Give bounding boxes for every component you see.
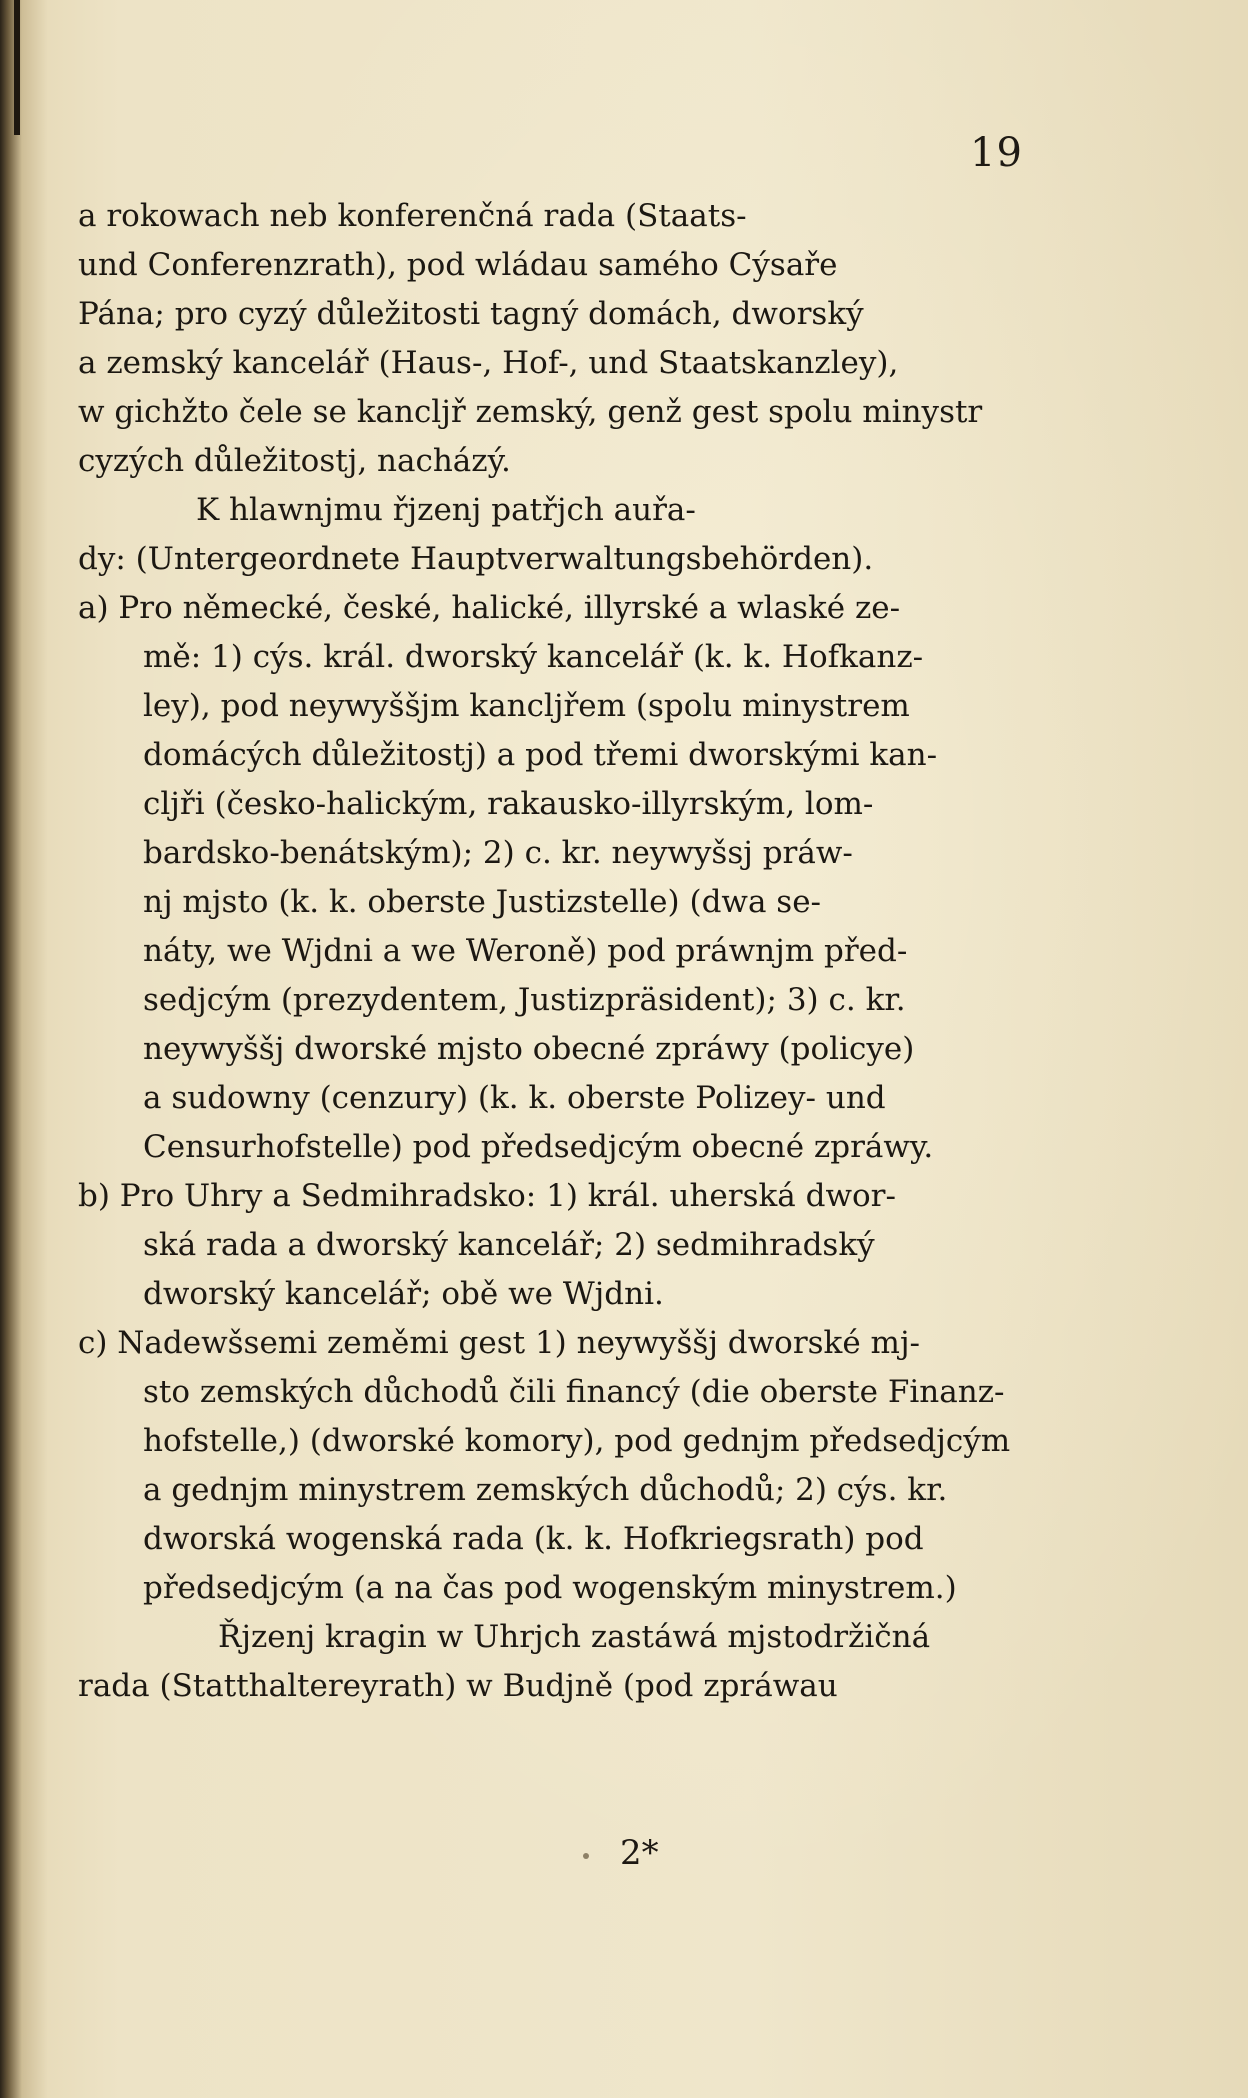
text-line: náty, we Wjdni a we Weroně) pod práwnjm před- bbox=[143, 933, 908, 969]
text-line: cyzých důležitostj, nacházý. bbox=[78, 443, 511, 479]
text-line: bardsko-benátským); 2) c. kr. neywyšsj práw- bbox=[143, 835, 853, 871]
text-line: Censurhofstelle) pod předsedjcým obecné zpráwy. bbox=[143, 1129, 934, 1165]
text-line: a zemský kancelář (Haus-, Hof-, und Staatskanzley), bbox=[78, 345, 899, 381]
text-line: rada (Statthaltereyrath) w Budjně (pod zpráwau bbox=[78, 1668, 838, 1704]
text-line: dy: (Untergeordnete Hauptverwaltungsbehörden). bbox=[78, 541, 874, 577]
text-line: neywyššj dworské mjsto obecné zpráwy (policye) bbox=[143, 1031, 915, 1067]
text-line: hofstelle,) (dworské komory), pod gednjm předsedjcým bbox=[143, 1423, 1011, 1459]
section-heading: K hlawnjmu řjzenj patřjch auřa- bbox=[196, 492, 696, 528]
text-line: dworský kancelář; obě we Wjdni. bbox=[143, 1276, 664, 1312]
text-line: Pána; pro cyzý důležitosti tagný domách, dworský bbox=[78, 296, 864, 332]
text-line: a rokowach neb konferenčná rada (Staats- bbox=[78, 198, 747, 234]
text-line: dworská wogenská rada (k. k. Hofkriegsrath) pod bbox=[143, 1521, 924, 1557]
text-line: ley), pod neywyššjm kancljřem (spolu minystrem bbox=[143, 688, 910, 724]
text-line: cljři (česko-halickým, rakausko-illyrským, lom- bbox=[143, 786, 874, 822]
text-line: předsedjcým (a na čas pod wogenským minystrem.) bbox=[143, 1570, 957, 1606]
text-line: a gednjm minystrem zemských důchodů; 2) cýs. kr. bbox=[143, 1472, 948, 1508]
text-line: mě: 1) cýs. král. dworský kancelář (k. k. Hofkanz- bbox=[143, 639, 924, 675]
book-spine-edge bbox=[14, 0, 20, 135]
text-line: nj mjsto (k. k. oberste Justizstelle) (dwa se- bbox=[143, 884, 822, 920]
text-line: w gichžto čele se kancljř zemský, genž gest spolu minystr bbox=[78, 394, 983, 430]
text-line: und Conferenzrath), pod wládau samého Cýsaře bbox=[78, 247, 838, 283]
text-line: sedjcým (prezydentem, Justizpräsident); 3) c. kr. bbox=[143, 982, 906, 1018]
ink-speck bbox=[583, 1853, 589, 1859]
text-line: domácých důležitostj) a pod třemi dworskými kan- bbox=[143, 737, 938, 773]
text-line: ská rada a dworský kancelář; 2) sedmihradský bbox=[143, 1227, 875, 1263]
list-item-c: c) Nadewšsemi zeměmi gest 1) neywyššj dworské mj- bbox=[78, 1325, 921, 1361]
list-item-b: b) Pro Uhry a Sedmihradsko: 1) král. uherská dwor- bbox=[78, 1178, 896, 1214]
text-line: Řjzenj kragin w Uhrjch zastáwá mjstodržičná bbox=[218, 1619, 931, 1655]
text-line: sto zemských důchodů čili financý (die oberste Finanz- bbox=[143, 1374, 1005, 1410]
text-line: a sudowny (cenzury) (k. k. oberste Polizey- und bbox=[143, 1080, 886, 1116]
page-number: 19 bbox=[970, 130, 1023, 176]
printer-signature-mark: 2* bbox=[620, 1833, 659, 1873]
list-item-a: a) Pro německé, české, halické, illyrské a wlaské ze- bbox=[78, 590, 901, 626]
